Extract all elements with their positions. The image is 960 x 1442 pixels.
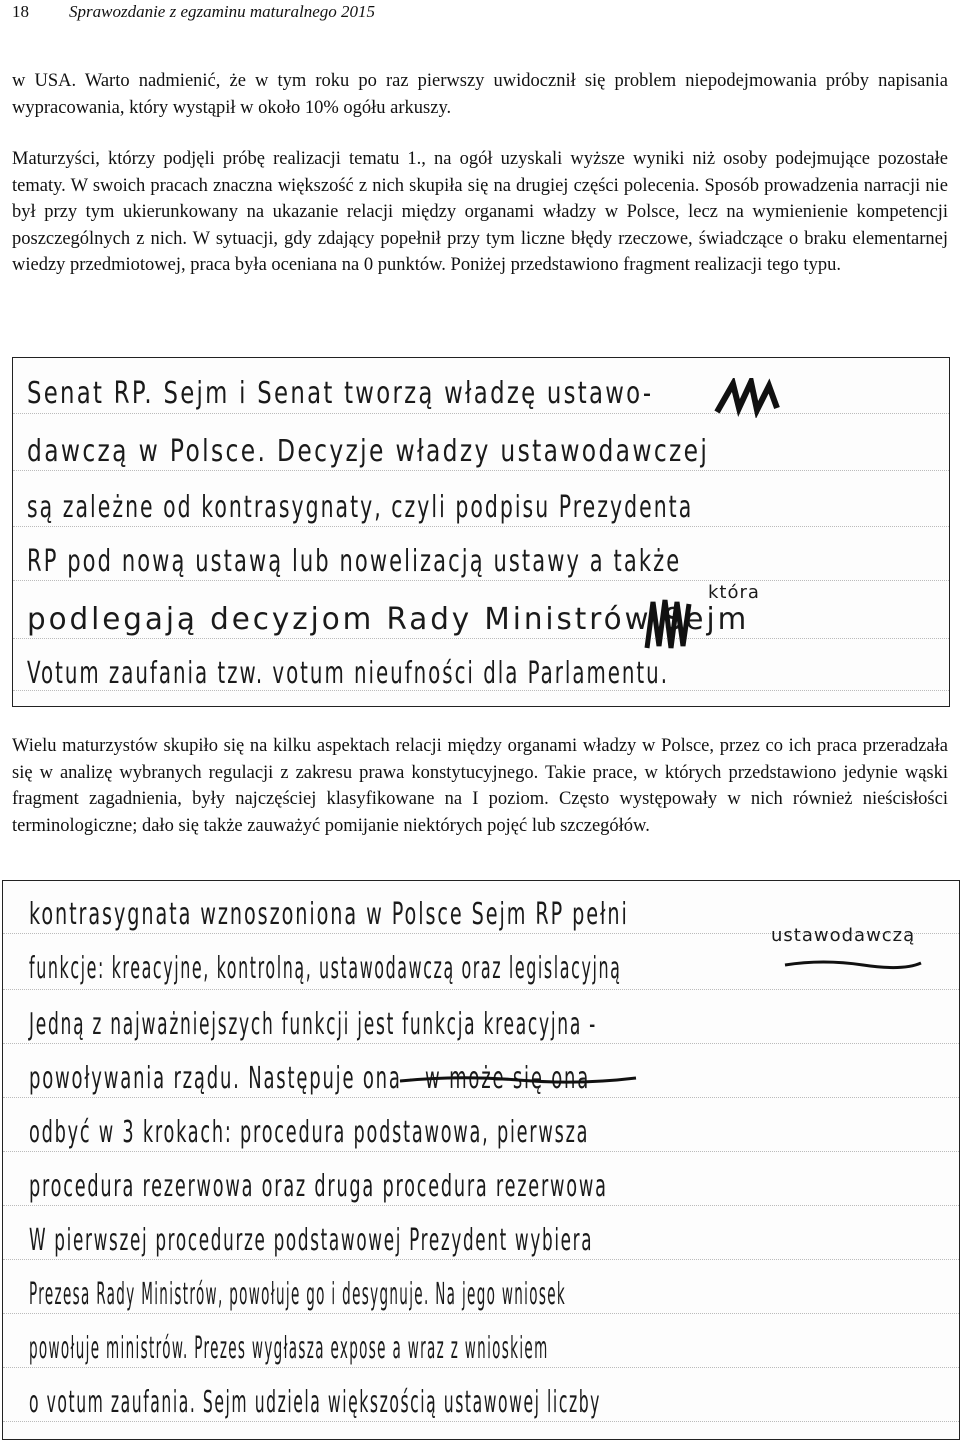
strikethrough-line [783,953,923,977]
handwritten-line: Votum zaufania tzw. votum nieufności dla Parlamentu. [27,656,669,691]
ruled-line [13,580,949,581]
paragraph-3: Wielu maturzystów skupiło się na kilku aspektach relacji między organami władzy w Polsce, przez co ich praca przeradzała się w analizę wybranych regulacji z zakresu prawa konstytucyjnego. Takie prace, w których przedstawiono jedynie wąski fragment zagadnienia, były najczęściej klasyfikowane na I poziom. Często występowały w nich również nieścisłości terminologiczne; dało się także zauważyć pomijanie niektórych pojęć lub szczegółów. [12,736,948,836]
page-header [12,0,948,24]
handwritten-line: odbyć w 3 krokach: procedura podstawowa, pierwsza [29,1115,590,1150]
handwritten-line: podlegają decyzjom Rady Ministrów Sejm [27,602,750,637]
handwritten-line: Prezesa Rady Ministrów, powołuje go i desygnuje. Na jego wniosek [29,1277,567,1312]
handwritten-line: dawczą w Polsce. Decyzje władzy ustawodawczej [27,434,710,469]
crossed-out-scribble [643,596,695,654]
paragraph-2: Maturzyści, którzy podjęli próbę realizacji tematu 1., na ogół uzyskali wyższe wyniki niż osoby podejmujące pozostałe tematy. W swoich pracach znaczna większość z nich skupiła się na drugiej części polecenia. Sposób prowadzenia narracji nie był przy tym ukierunkowany na ukazanie relacji między organami władzy w Polsce, lecz na wymienienie kompetencji poszczególnych z nich. W sytuacji, gdy zdający popełnił przy tym liczne błędy rzeczowe, świadczące o braku elementarnej wiedzy przedmiotowej, praca była oceniana na 0 punktów. Poniżej przedstawiono fragment realizacji tego typu. [12,149,948,275]
strikethrough-line [398,1067,638,1091]
handwritten-insert: ustawodawczą [771,925,916,946]
ruled-line [3,1151,959,1152]
handwritten-line: Senat RP. Sejm i Senat tworzą władzę ustawo- [27,376,654,411]
paragraph-1: w USA. Warto nadmienić, że w tym roku po raz pierwszy uwidocznił się problem niepodejmowania próby napisania wypracowania, który wystąpił w około 10% ogółu arkuszy. [12,71,948,118]
handwritten-line: funkcje: kreacyjne, kontrolną, ustawodawczą oraz legislacyjną [29,951,622,986]
ruled-line [13,470,949,471]
handwritten-line: o votum zaufania. Sejm udziela większością ustawowej liczby [29,1385,601,1420]
handwritten-line: kontrasygnata wznoszoniona w Polsce Sejm RP pełni [29,897,629,932]
page-number: 18 [12,2,29,21]
ruled-line [3,1097,959,1098]
ruled-line [13,638,949,639]
ruled-line [3,1421,959,1422]
ruled-line [13,413,949,414]
ruled-line [3,1367,959,1368]
handwritten-line: powołuje ministrów. Prezes wygłasza expose a wraz z wnioskiem [29,1331,549,1366]
crossed-out-scribble [713,378,783,418]
handwritten-line: powoływania rządu. Następuje ona - w może się ona [29,1061,591,1096]
handwritten-insert: która [708,582,760,603]
handwritten-line: Jedną z najważniejszych funkcji jest funkcja kreacyjna - [29,1007,598,1042]
ruled-line [3,989,959,990]
running-title: Sprawozdanie z egzaminu maturalnego 2015 [69,2,375,21]
ruled-line [3,1043,959,1044]
handwriting-scan-2 [2,880,960,1440]
handwritten-line: są zależne od kontrasygnaty, czyli podpisu Prezydenta [27,490,694,525]
handwriting-scan-1 [12,357,950,707]
ruled-line [3,1313,959,1314]
handwritten-line: W pierwszej procedurze podstawowej Prezydent wybiera [29,1223,594,1258]
handwritten-line: RP pod nową ustawą lub nowelizacją ustawy a także [27,544,682,579]
ruled-line [3,1259,959,1260]
handwritten-line: procedura rezerwowa oraz druga procedura rezerwowa [29,1169,608,1204]
ruled-line [13,526,949,527]
ruled-line [3,1205,959,1206]
